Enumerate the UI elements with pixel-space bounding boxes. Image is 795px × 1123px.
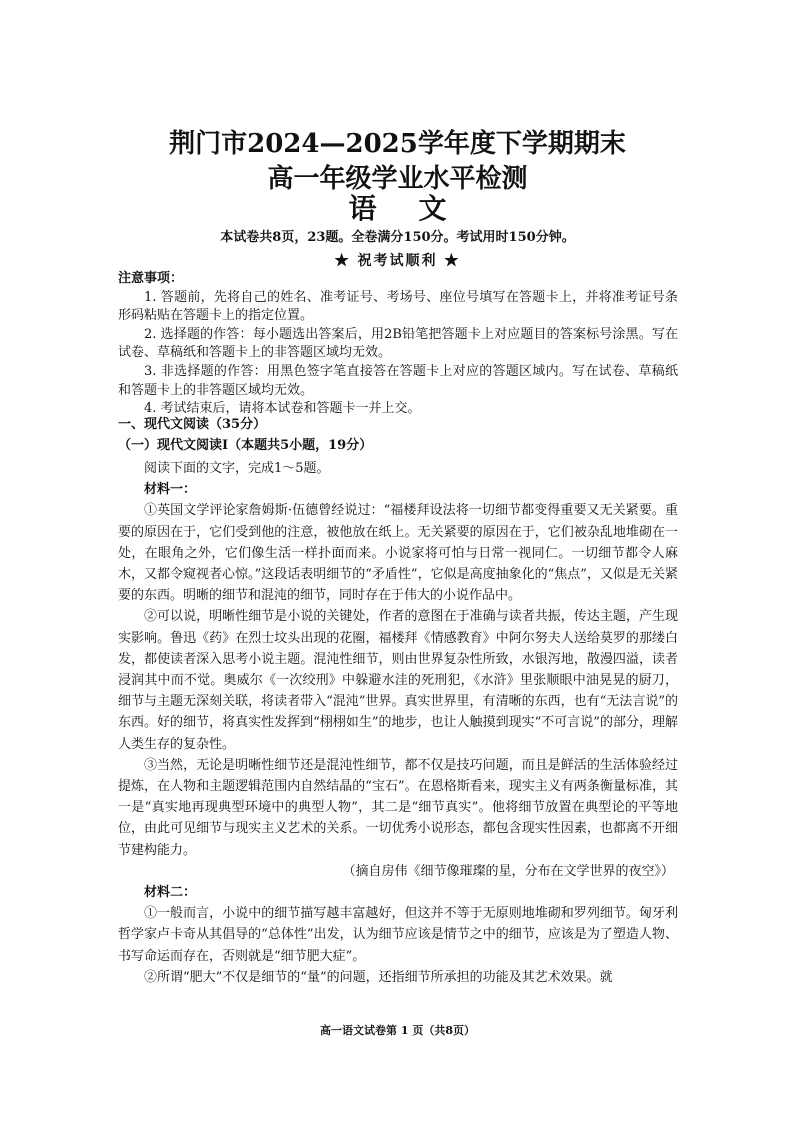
material1-paragraph: ①英国文学评论家詹姆斯·伍德曾经说过：“福楼拜设法将一切细节都变得重要又无关紧要。重要的原因在于，它们受到他的注意，被他放在纸上。无关紧要的原因在于，它们被杂乱地堆砌在一处，在眼角之外，它们像生活一样扑面而来。小说家将可怕与日常一视同仁。一切细节都令人麻木，又都令窥视者心惊。”这段话表明细节的“矛盾性”，它似是高度抽象化的“焦点”，又似是无关紧要的东西。明晰的细节和混沌的细节，同时存在于伟大的小说作品中。 <box>118 503 678 604</box>
page-footer: 高一语文试卷第 1 页（共8页） <box>320 1024 475 1037</box>
material1-paragraph: ③当然，无论是明晰性细节还是混沌性细节，都不仅是技巧问题，而且是鲜活的生活体验经过提炼，在人物和主题逻辑范围内自然结晶的“宝石”。在恩格斯看来，现实主义有两条衡量标准，其一是“真实地再现典型环境中的典型人物”，其二是“细节真实”。他将细节放置在典型论的平等地位，由此可见细节与现实主义艺术的关系。一切优秀小说形态，都包含现实性因素，也都离不开细节建构能力。 <box>118 757 678 858</box>
material2-paragraph: ①一般而言，小说中的细节描写越丰富越好，但这并不等于无原则地堆砌和罗列细节。匈牙利哲学家卢卡奇从其倡导的“总体性”出发，认为细节应该是情节之中的细节，应该是为了塑造人物、书写命运而存在，否则就是“细节肥大症”。 <box>118 906 678 964</box>
reading-passage <box>118 458 678 988</box>
instruction: 阅读下面的文字，完成1～5题。 <box>144 461 330 476</box>
good-luck-banner: ★ 祝考试顺利 ★ <box>334 253 461 269</box>
exam-intro: 本试卷共8页，23题。全卷满分150分。考试用时150分钟。 <box>220 230 575 245</box>
section-title: 一、现代文阅读（35分） <box>118 417 267 432</box>
note-item: 3. 非选择题的作答：用黑色签字笔直接答在答题卡上对应的答题区域内。写在试卷、草稿纸和答题卡上的非答题区域均无效。 <box>118 363 678 398</box>
material2-label: 材料二： <box>144 885 197 901</box>
material1-label: 材料一： <box>144 482 197 498</box>
exam-subject: 语文 <box>348 192 489 225</box>
material2-paragraph: ②所谓“肥大”不仅是细节的“量”的问题，还指细节所承担的功能及其艺术效果。就 <box>144 969 613 985</box>
exam-title-line2: 高一年级学业水平检测 <box>267 164 528 194</box>
subsection-title: （一）现代文阅读Ⅰ（本题共5小题，19分） <box>118 438 373 453</box>
note-item: 4. 考试结束后，请将本试卷和答题卡一并上交。 <box>144 401 421 417</box>
notes-heading: 注意事项： <box>118 271 184 286</box>
note-item: 2. 选择题的作答：每小题选出答案后，用2B铅笔把答题卡上对应题目的答案标号涂黑。写在试卷、草稿纸和答题卡上的非答题区域均无效。 <box>118 326 678 361</box>
exam-title-line1: 荆门市2024—2025学年度下学期期末 <box>169 129 626 159</box>
notes-section <box>118 270 678 419</box>
material1-paragraph: ②可以说，明晰性细节是小说的关键处，作者的意图在于准确与读者共振，传达主题，产生现实影响。鲁迅《药》在烈士坟头出现的花圈，福楼拜《情感教育》中阿尔努夫人送给莫罗的那缕白发，都使读者深入思考小说主题。混沌性细节，则由世界复杂性所致，水银泻地，散漫四溢，读者浸润其中而不觉。奥威尔《一次绞刑》中躲避水洼的死刑犯，《水浒》里张顺眼中油晃晃的厨刀，细节与主题无深刻关联，将读者带入“混沌”世界。真实世界里，有清晰的东西，也有“无法言说”的东西。好的细节，将真实性发挥到“栩栩如生”的地步，也让人触摸到现实“不可言说”的部分，理解人类生存的复杂性。 <box>118 609 678 752</box>
material1-source: （摘自房伟《细节像璀璨的星，分布在文学世界的夜空》） <box>342 863 674 879</box>
note-item: 1. 答题前，先将自己的姓名、准考证号、考场号、座位号填写在答题卡上，并将准考证号条形码粘贴在答题卡上的指定位置。 <box>118 289 678 324</box>
